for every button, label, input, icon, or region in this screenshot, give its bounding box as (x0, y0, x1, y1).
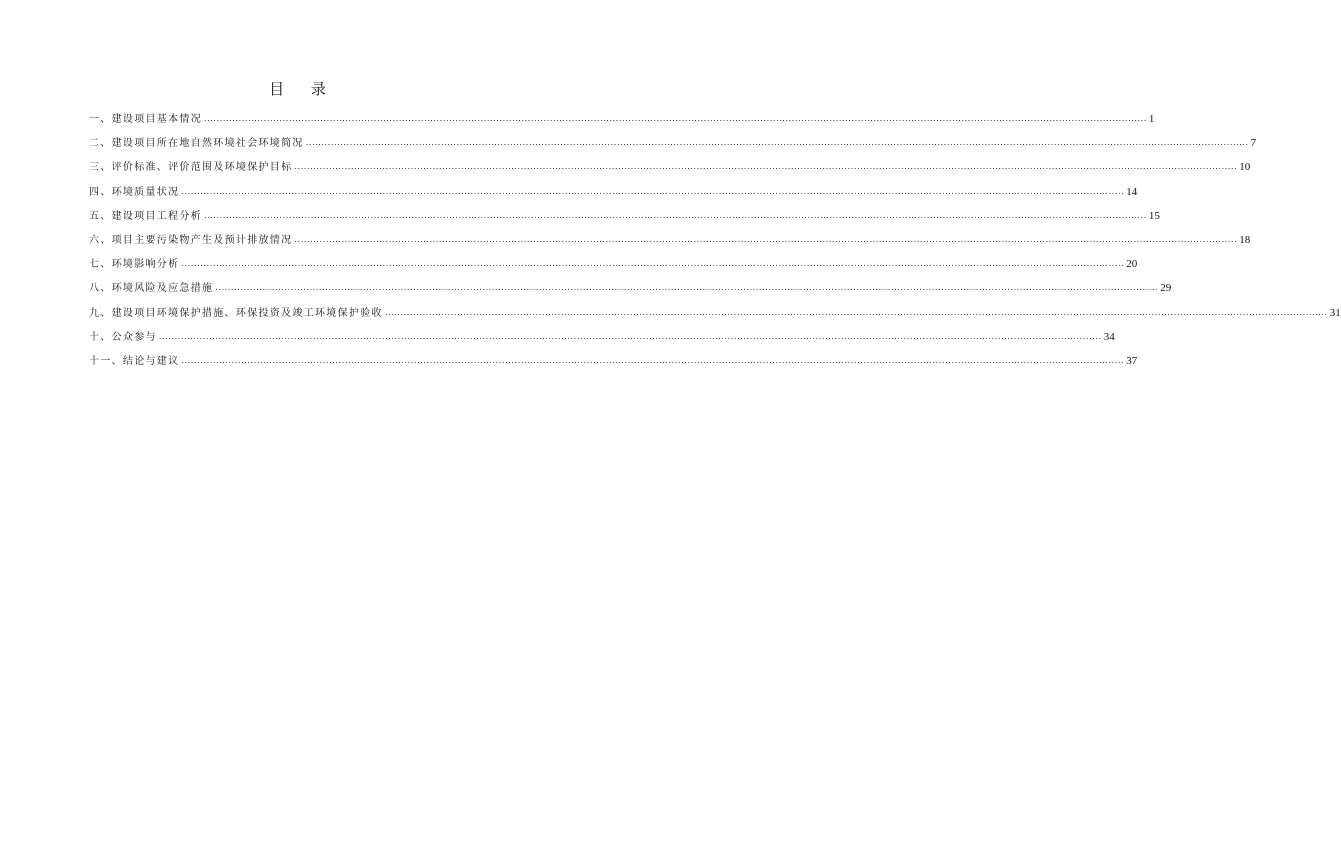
toc-entry-label: 八、环境风险及应急措施 (89, 283, 214, 295)
toc-entry-label: 一、建设项目基本情况 (89, 114, 202, 125)
toc-entry-page: 1 (1148, 113, 1155, 125)
toc-entry[interactable] (89, 134, 1257, 158)
dot-leader: ............................................................................................................................................................................................................................................................................................................ (305, 138, 1249, 148)
dot-leader: ............................................................................................................................................................................................................................................................................................................ (204, 114, 1147, 123)
toc-entry[interactable] (89, 183, 1138, 207)
toc-entry-page: 31 (1329, 306, 1341, 319)
dot-leader: ............................................................................................................................................................................................................................................................................................................ (294, 162, 1238, 172)
toc-entry[interactable] (89, 207, 1160, 231)
toc-entry-label: 二、建设项目所在地自然环境社会环境简况 (89, 138, 304, 150)
toc-entry[interactable] (89, 352, 1138, 376)
toc-entry-page: 14 (1126, 185, 1138, 198)
toc-entry-label: 六、项目主要污染物产生及预计排放情况 (89, 234, 293, 246)
toc-entry-label: 七、环境影响分析 (89, 259, 180, 271)
toc-entry-label: 三、评价标准、评价范围及环境保护目标 (89, 162, 293, 174)
toc-entry-page: 10 (1239, 161, 1251, 174)
toc-entry-page: 20 (1126, 258, 1138, 271)
dot-leader: ............................................................................................................................................................................................................................................................................................................ (181, 259, 1125, 269)
table-of-contents (89, 110, 1341, 376)
toc-entry-page: 29 (1160, 282, 1172, 295)
toc-entry[interactable] (89, 255, 1138, 279)
toc-entry[interactable] (89, 110, 1155, 134)
toc-entry-label: 十一、结论与建议 (89, 355, 180, 367)
toc-entry-page: 37 (1126, 354, 1138, 367)
dot-leader: ............................................................................................................................................................................................................................................................................................................ (294, 234, 1238, 244)
dot-leader: ............................................................................................................................................................................................................................................................................................................ (384, 307, 1328, 317)
dot-leader: ............................................................................................................................................................................................................................................................................................................ (204, 210, 1147, 220)
toc-entry[interactable] (89, 304, 1341, 328)
toc-entry[interactable] (89, 279, 1172, 303)
dot-leader: ............................................................................................................................................................................................................................................................................................................ (158, 331, 1102, 341)
dot-leader: ............................................................................................................................................................................................................................................................................................................ (215, 283, 1159, 293)
toc-entry[interactable] (89, 328, 1115, 352)
toc-entry-page: 7 (1250, 137, 1257, 150)
toc-entry-label: 九、建设项目环境保护措施、环保投资及竣工环境保护验收 (89, 307, 383, 319)
toc-entry-label: 十、公众参与 (89, 331, 157, 343)
dot-leader: ............................................................................................................................................................................................................................................................................................................ (181, 355, 1125, 365)
toc-entry-label: 四、环境质量状况 (89, 186, 180, 198)
toc-title: 目 录 (269, 80, 337, 98)
toc-entry-page: 18 (1239, 233, 1251, 246)
toc-entry[interactable] (89, 158, 1251, 182)
toc-entry-page: 34 (1103, 330, 1115, 343)
toc-entry-page: 15 (1148, 209, 1160, 222)
dot-leader: ............................................................................................................................................................................................................................................................................................................ (181, 186, 1125, 196)
toc-entry[interactable] (89, 231, 1251, 255)
toc-entry-label: 五、建设项目工程分析 (89, 210, 202, 222)
